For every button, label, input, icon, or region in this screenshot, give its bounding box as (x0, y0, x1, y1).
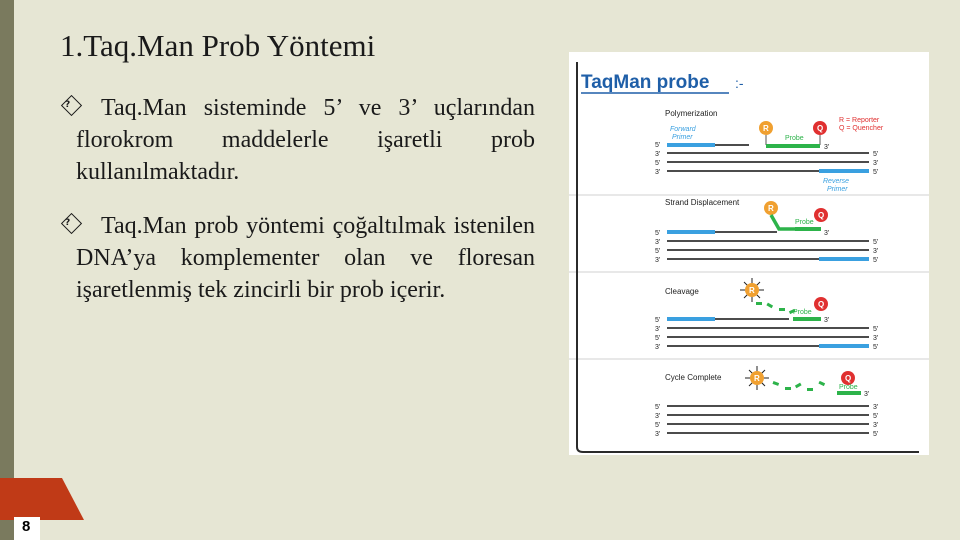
bullet-text: Taq.Man prob yöntemi çoğaltılmak istenilen DNA’ya komplementer olan ve floresan işaretlenmiş tek zincirli bir prob içerir. (76, 213, 535, 303)
cleaved-probe-fragments (772, 381, 825, 391)
svg-text:3': 3' (824, 317, 830, 324)
svg-text:5': 5' (873, 413, 879, 420)
svg-text:5': 5' (873, 151, 879, 158)
forward-primer-label: Primer (672, 134, 693, 141)
svg-text:Probe: Probe (839, 384, 858, 391)
svg-text:5': 5' (655, 335, 661, 342)
reverse-primer-label: Reverse (823, 178, 850, 185)
svg-text:5': 5' (873, 257, 879, 264)
taqman-diagram (569, 52, 929, 455)
svg-text:5': 5' (873, 344, 879, 351)
svg-text:5': 5' (655, 404, 661, 411)
svg-text:3': 3' (655, 169, 661, 176)
forward-primer-label: Forward (670, 126, 696, 133)
reverse-primer-label: Primer (827, 186, 848, 193)
bullet-list (60, 92, 535, 328)
svg-text:3': 3' (873, 335, 879, 342)
forward-primer (667, 143, 715, 147)
taqman-probe-figure (569, 52, 929, 455)
svg-text:3': 3' (873, 404, 879, 411)
svg-text:3': 3' (655, 344, 661, 351)
svg-text:R: R (754, 374, 760, 383)
svg-text:R: R (749, 286, 755, 295)
svg-text:3': 3' (824, 230, 830, 237)
diamond-question-icon: ? (61, 95, 82, 116)
svg-text:5': 5' (873, 169, 879, 176)
displaced-probe (771, 215, 795, 229)
bullet-item (60, 92, 535, 188)
figure-heading-suffix: :- (735, 75, 744, 91)
svg-text:3': 3' (873, 422, 879, 429)
svg-text:Q: Q (845, 374, 852, 383)
figure-heading: TaqMan probe (581, 72, 710, 93)
svg-text:R: R (768, 204, 774, 213)
svg-text:5': 5' (873, 326, 879, 333)
step-label-cycle-complete: Cycle Complete (665, 373, 722, 382)
probe-strand (766, 144, 820, 148)
svg-text:3': 3' (655, 431, 661, 438)
svg-text:3': 3' (655, 151, 661, 158)
diamond-question-icon: ? (61, 213, 82, 234)
svg-text:3': 3' (655, 239, 661, 246)
svg-text:5': 5' (655, 317, 661, 324)
legend-reporter: R = Reporter (839, 117, 880, 124)
svg-text:3': 3' (655, 413, 661, 420)
svg-text:Probe: Probe (795, 219, 814, 226)
svg-text:5': 5' (655, 230, 661, 237)
step-label-polymerization: Polymerization (665, 109, 718, 118)
cleaved-probe-fragments (756, 302, 796, 314)
svg-text:5': 5' (873, 431, 879, 438)
svg-text:5': 5' (655, 142, 661, 149)
quencher-letter: Q (817, 124, 824, 133)
legend-quencher: Q = Quencher (839, 125, 884, 132)
svg-text:3': 3' (864, 391, 870, 398)
page-number: 8 (22, 518, 31, 535)
step-label-strand-displacement: Strand Displacement (665, 198, 740, 207)
bullet-item (60, 210, 535, 306)
svg-text:3': 3' (873, 248, 879, 255)
svg-text:3': 3' (655, 257, 661, 264)
svg-text:3': 3' (824, 144, 830, 151)
svg-text:5': 5' (655, 160, 661, 167)
left-accent-bar (0, 0, 14, 540)
svg-text:Q: Q (818, 211, 825, 220)
svg-text:5': 5' (873, 239, 879, 246)
svg-text:3': 3' (655, 326, 661, 333)
svg-text:5': 5' (655, 248, 661, 255)
slide-title: 1.Taq.Man Prob Yöntemi (60, 28, 376, 63)
svg-text:Probe: Probe (793, 309, 812, 316)
svg-text:5': 5' (655, 422, 661, 429)
page-number-tab (0, 478, 84, 520)
reverse-primer (819, 169, 869, 173)
step-label-cleavage: Cleavage (665, 287, 699, 296)
reporter-letter: R (763, 124, 769, 133)
probe-label: Probe (785, 135, 804, 142)
svg-text:3': 3' (873, 160, 879, 167)
bullet-text: Taq.Man sisteminde 5’ ve 3’ uçlarından florokrom maddelerle işaretli prob kullanılmaktadır. (76, 95, 535, 185)
svg-text:Q: Q (818, 300, 825, 309)
